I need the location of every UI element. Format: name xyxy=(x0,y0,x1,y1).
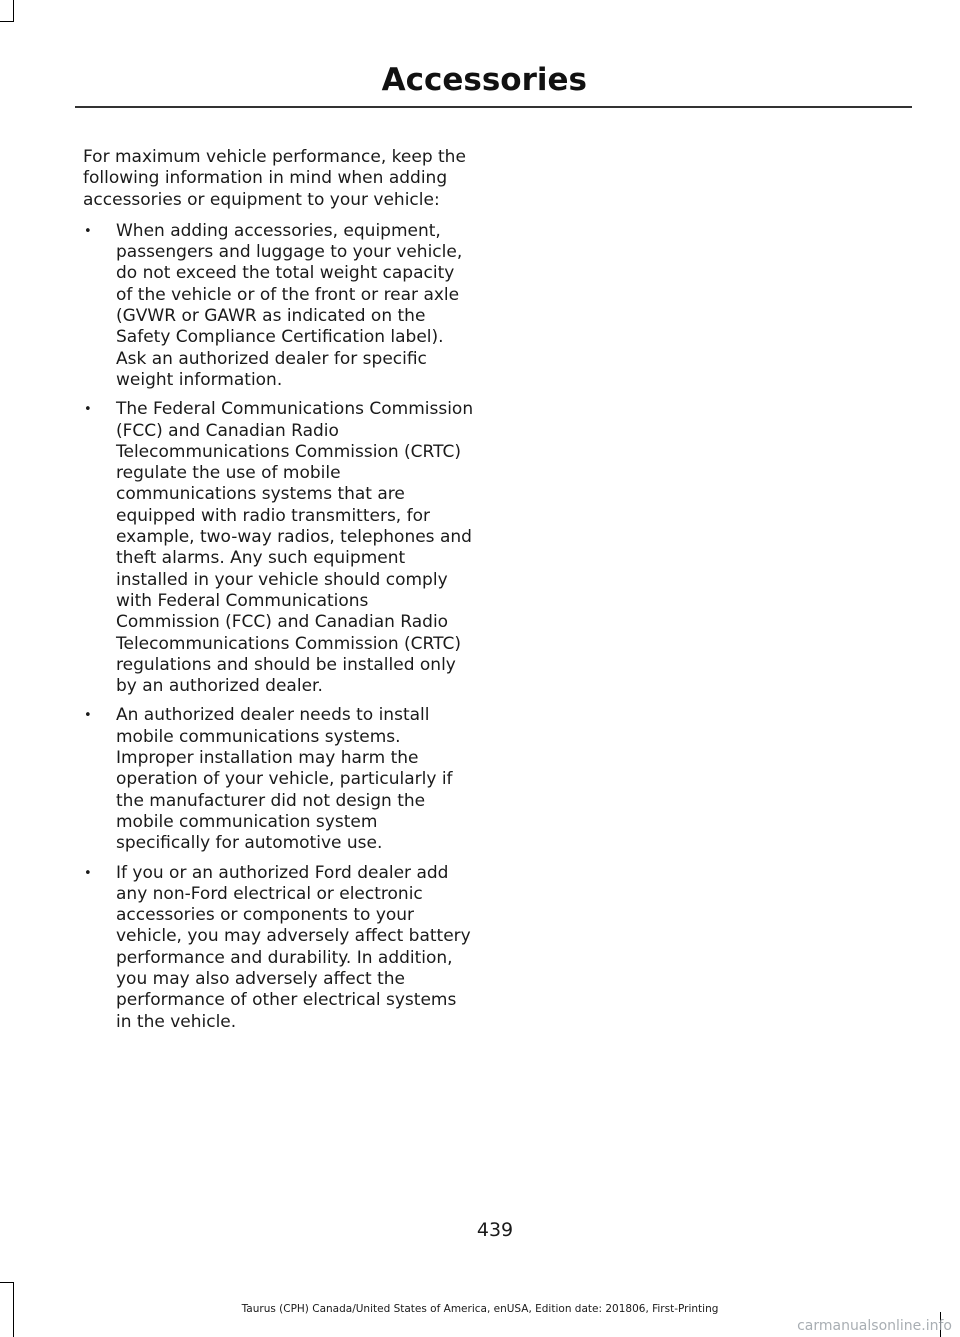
list-item-text: When adding accessories, equipment, passengers and luggage to your vehicle, do not exceed the total weight capacity of the vehicle or of the front or rear axle (GVWR or GAWR as indicated on the Safety Compliance Certification label). Ask an authorized dealer for specific weight information. xyxy=(116,220,463,390)
crop-mark-top-left-horizontal xyxy=(0,21,14,22)
list-item xyxy=(83,221,475,391)
list-item-text: An authorized dealer needs to install mobile communications systems. Improper installation may harm the operation of your vehicle, particularly if the manufacturer did not design the mobile communication system specifically for automotive use. xyxy=(116,705,453,854)
list-item-text: The Federal Communications Commission (FCC) and Canadian Radio Telecommunications Commission (CRTC) regulate the use of mobile communications systems that are equipped with radio transmitters, for example, two-way radios, telephones and theft alarms. Any such equipment installed in your vehicle should comply with Federal Communications Commission (FCC) and Canadian Radio Telecommunications Commission (CRTC) regulations and should be installed only by an authorized dealer. xyxy=(116,399,474,697)
list-item-text: If you or an authorized Ford dealer add any non-Ford electrical or electronic accessories or components to your vehicle, you may adversely affect battery performance and durability. In addition, you may also adversely affect the performance of other electrical systems in the vehicle. xyxy=(116,862,471,1032)
list-item xyxy=(83,705,475,854)
edition-footer: Taurus (CPH) Canada/United States of America, enUSA, Edition date: 201806, First-Printing xyxy=(241,1303,719,1315)
bullet-icon: • xyxy=(84,402,92,418)
header-divider xyxy=(75,106,912,108)
crop-mark-bottom-left-horizontal xyxy=(0,1282,14,1283)
page-content xyxy=(83,147,475,1041)
page-title: Accessories xyxy=(381,62,587,98)
page-number: 439 xyxy=(476,1219,514,1241)
bullet-icon: • xyxy=(84,708,92,724)
crop-mark-top-left-vertical xyxy=(13,0,14,22)
bullet-icon: • xyxy=(84,223,92,239)
intro-paragraph: For maximum vehicle performance, keep the following information in mind when adding accessories or equipment to your vehicle: xyxy=(83,147,466,210)
list-item xyxy=(83,863,475,1033)
bullet-list xyxy=(83,221,475,1033)
watermark-text: carmanualsonline.info xyxy=(797,1318,952,1334)
bullet-icon: • xyxy=(84,865,92,881)
list-item xyxy=(83,399,475,697)
